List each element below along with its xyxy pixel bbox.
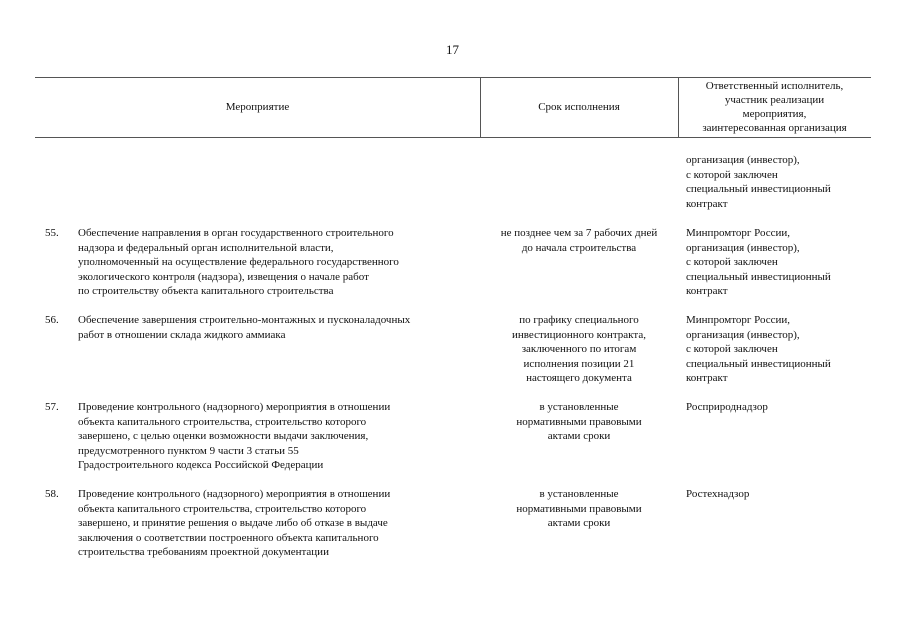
deadline-line: в установленные bbox=[539, 488, 619, 500]
activity-line: завершено, и принятие решения о выдаче либо об отказе в выдаче bbox=[78, 517, 388, 529]
deadline-line: не позднее чем за 7 рабочих дней bbox=[500, 227, 658, 239]
deadline-line: по графику специального bbox=[519, 314, 639, 326]
continuation-responsible bbox=[686, 153, 831, 211]
responsible-line: контракт bbox=[686, 372, 728, 384]
activity-line: по строительству объекта капитального строительства bbox=[78, 285, 334, 297]
activity-line: Градостроительного кодекса Российской Федерации bbox=[78, 459, 324, 471]
row-deadline bbox=[480, 226, 678, 255]
activity-line: объекта капитального строительства, строительство которого bbox=[78, 415, 367, 428]
table-header-bottom-rule bbox=[35, 137, 871, 138]
activity-line: уполномоченный на осуществление федерального государственного bbox=[78, 256, 399, 268]
activity-line: завершено, с целью оценки возможности выдачи заключения, bbox=[78, 430, 369, 442]
responsible-line: Росприроднадзор bbox=[686, 401, 768, 413]
row-activity bbox=[78, 226, 399, 299]
responsible-line: с которой заключен bbox=[686, 256, 778, 268]
row-responsible bbox=[686, 400, 768, 415]
deadline-line: настоящего документа bbox=[526, 372, 632, 384]
responsible-line: организация (инвестор), bbox=[686, 241, 800, 254]
deadline-line: исполнения позиции 21 bbox=[523, 357, 635, 370]
responsible-line: специальный инвестиционный bbox=[686, 183, 831, 195]
activity-line: Обеспечение завершения строительно-монтажных и пусконаладочных bbox=[78, 314, 411, 326]
responsible-line: организация (инвестор), bbox=[686, 328, 800, 341]
deadline-line: заключенного по итогам bbox=[521, 343, 637, 355]
responsible-line: организация (инвестор), bbox=[686, 154, 800, 166]
responsible-line: Ростехнадзор bbox=[686, 488, 750, 500]
responsible-line: Минпромторг России, bbox=[686, 314, 791, 326]
row-deadline bbox=[480, 400, 678, 444]
row-activity bbox=[78, 313, 410, 342]
row-responsible bbox=[686, 313, 831, 386]
row-responsible bbox=[686, 487, 749, 502]
activity-line: экологического контроля (надзора), извещения о начале работ bbox=[78, 270, 369, 283]
responsible-line: с которой заключен bbox=[686, 168, 778, 181]
activity-line: строительства требованиям проектной документации bbox=[78, 546, 329, 558]
activity-line: Обеспечение направления в орган государственного строительного bbox=[78, 227, 394, 239]
activity-line: заключения о соответствии построенного объекта капитального bbox=[78, 531, 379, 544]
deadline-line: в установленные bbox=[539, 401, 619, 413]
row-number: 55. bbox=[45, 227, 59, 239]
responsible-line: специальный инвестиционный bbox=[686, 270, 831, 283]
deadline-line: нормативными правовыми bbox=[516, 502, 642, 515]
header-activity: Мероприятие bbox=[225, 101, 290, 113]
row-number: 56. bbox=[45, 314, 59, 326]
responsible-line: с которой заключен bbox=[686, 343, 778, 355]
page-number: 17 bbox=[446, 42, 459, 57]
activity-line: Проведение контрольного (надзорного) мероприятия в отношении bbox=[78, 488, 391, 500]
row-activity bbox=[78, 487, 390, 560]
deadline-line: актами сроки bbox=[547, 430, 611, 442]
activity-line: объекта капитального строительства, строительство которого bbox=[78, 502, 367, 515]
header-deadline: Срок исполнения bbox=[538, 101, 620, 113]
deadline-line: до начала строительства bbox=[521, 241, 637, 254]
deadline-line: нормативными правовыми bbox=[516, 415, 642, 428]
responsible-line: Минпромторг России, bbox=[686, 227, 791, 239]
activity-line: предусмотренного пунктом 9 части 3 статьи 55 bbox=[78, 444, 299, 457]
row-deadline bbox=[480, 487, 678, 531]
header-responsible-line: мероприятия, bbox=[742, 108, 807, 120]
activity-line: работ в отношении склада жидкого аммиака bbox=[78, 328, 286, 341]
deadline-line: актами сроки bbox=[547, 517, 611, 529]
activity-line: надзора и федеральный орган исполнительной власти, bbox=[78, 241, 334, 254]
activity-line: Проведение контрольного (надзорного) мероприятия в отношении bbox=[78, 401, 391, 413]
row-activity bbox=[78, 400, 390, 473]
responsible-line: контракт bbox=[686, 285, 728, 297]
header-responsible-line: Ответственный исполнитель, bbox=[705, 80, 844, 92]
table-top-rule bbox=[35, 77, 871, 78]
header-responsible-line: участник реализации bbox=[724, 94, 825, 106]
row-number: 58. bbox=[45, 488, 59, 500]
deadline-line: инвестиционного контракта, bbox=[512, 328, 646, 341]
responsible-line: специальный инвестиционный bbox=[686, 357, 831, 370]
header-responsible-line: заинтересованная организация bbox=[702, 122, 847, 134]
row-number: 57. bbox=[45, 401, 59, 413]
header-responsible bbox=[678, 79, 871, 135]
responsible-line: контракт bbox=[686, 197, 728, 210]
row-deadline bbox=[480, 313, 678, 386]
row-responsible bbox=[686, 226, 831, 299]
